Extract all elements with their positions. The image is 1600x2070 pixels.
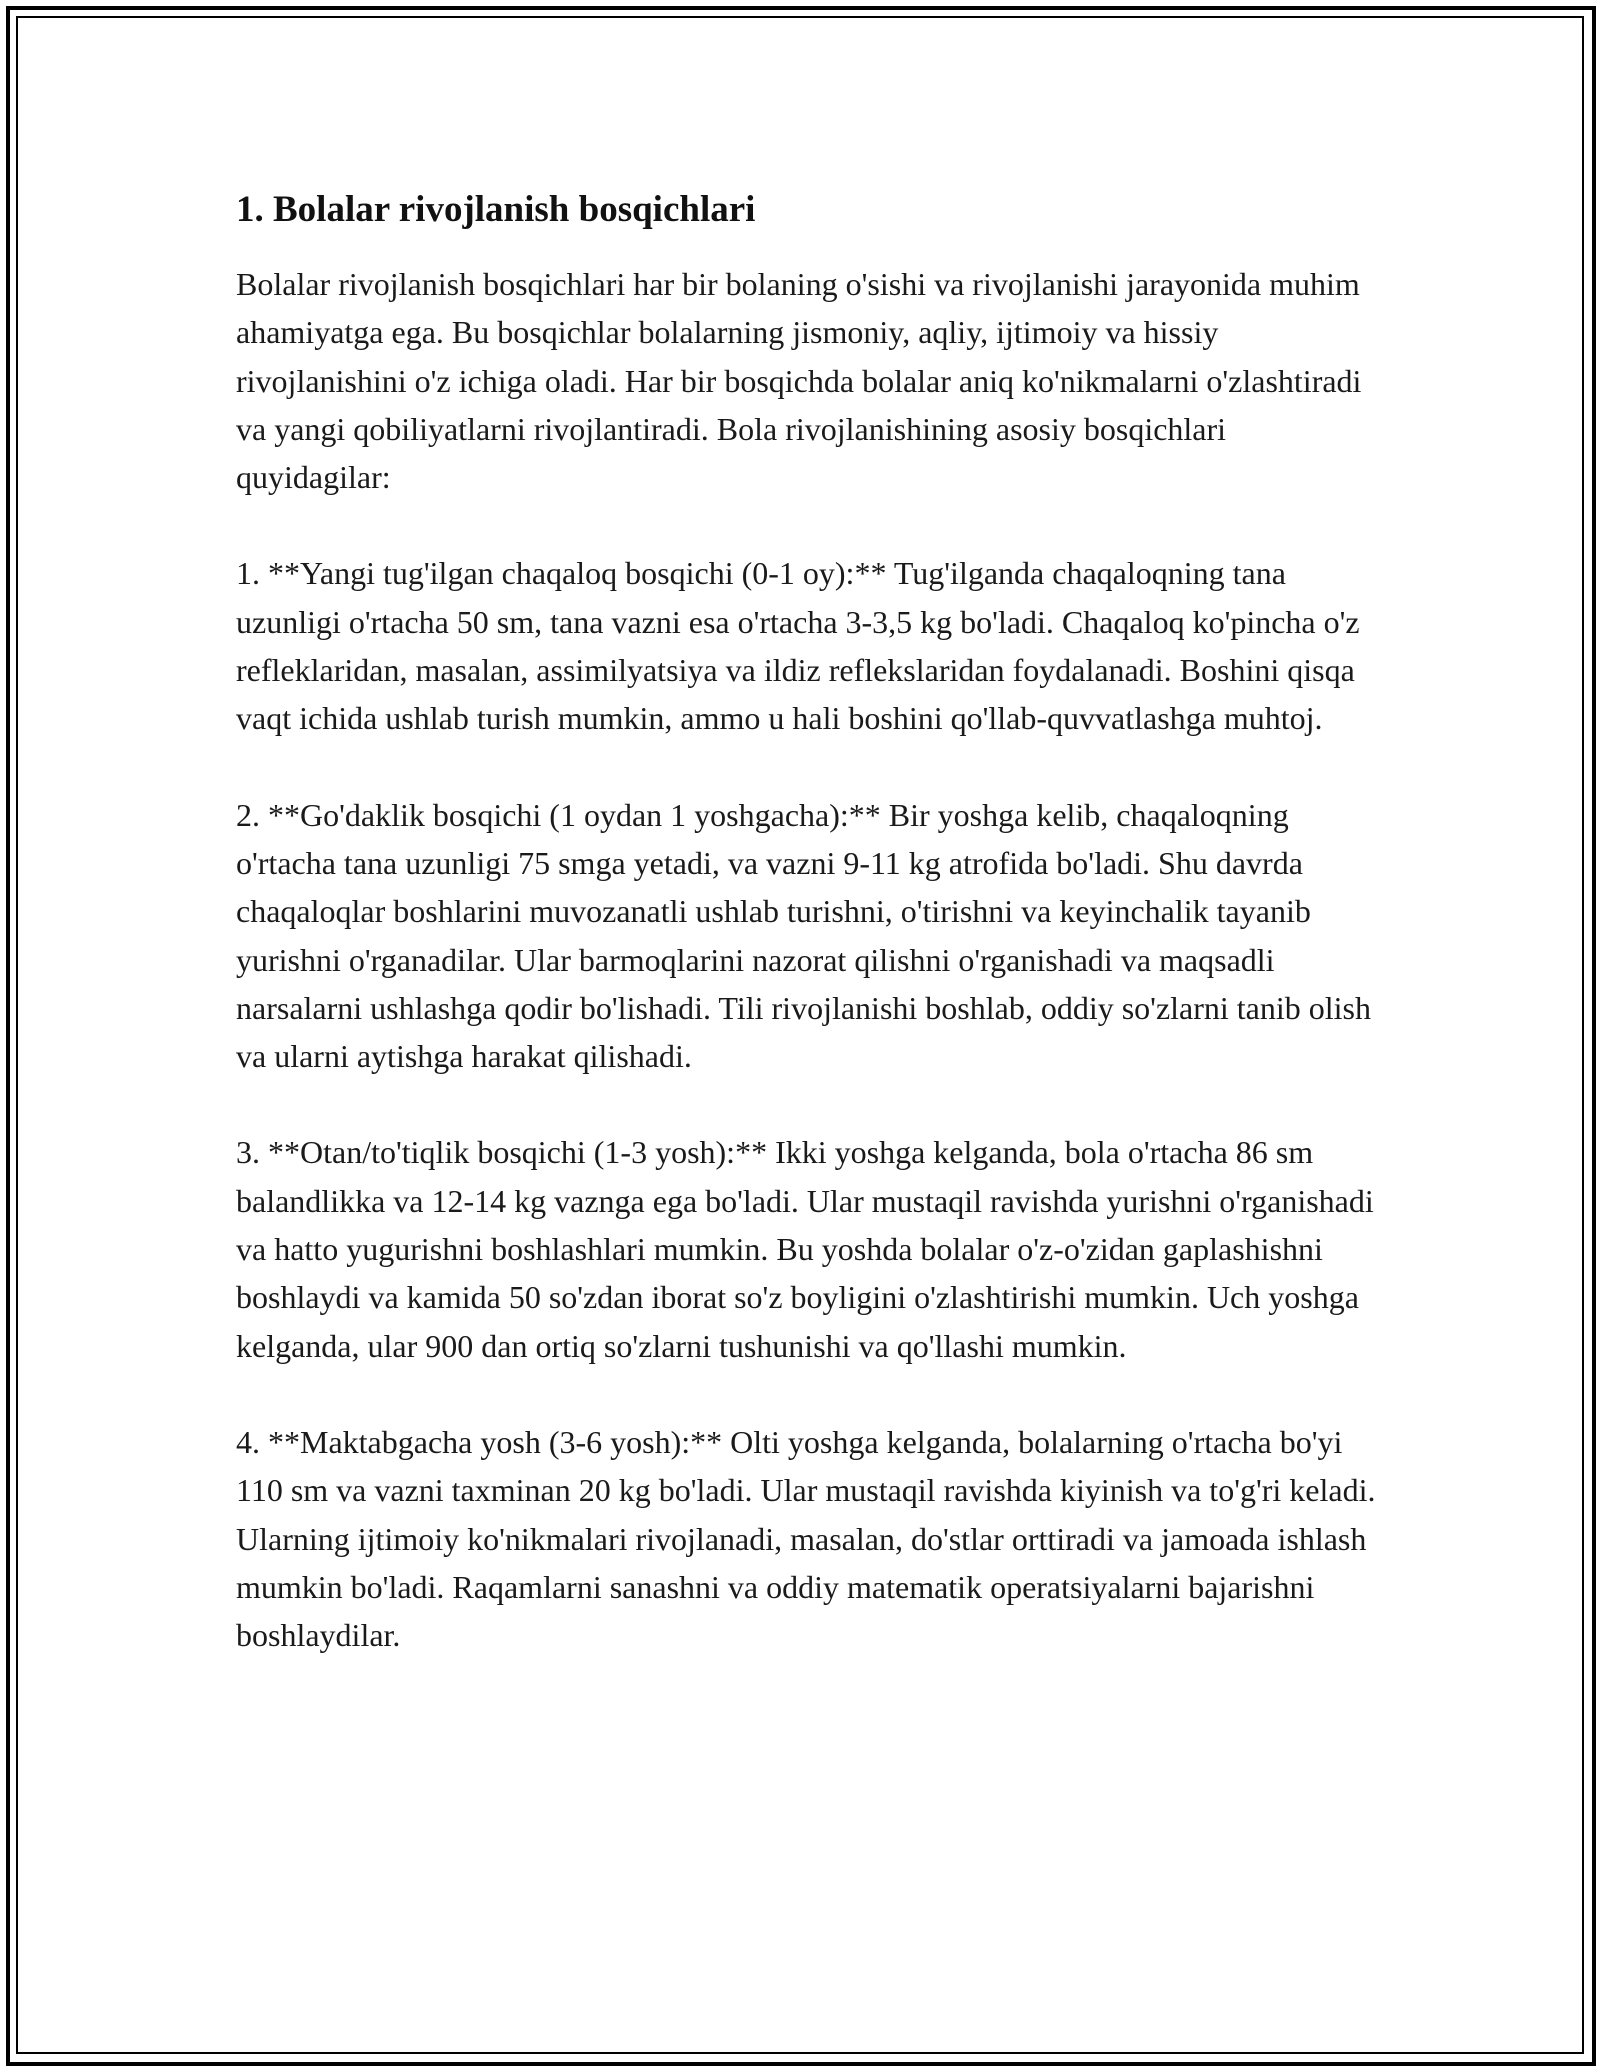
stage-toddler-paragraph: 3. **Otan/to'tiqlik bosqichi (1-3 yosh):** Ikki yoshga kelganda, bola o'rtacha 86 sm balandlikka va 12-14 kg vaznga ega bo'ladi. Ular mustaqil ravishda yurishni o'rganishadi va hatto yugurishni boshlashlari mumkin. Bu yoshda bolalar o'z-o'zidan gaplashishni boshlaydi va kamida 50 so'zdan iborat so'z boyligini o'zlashtirishi mumkin. Uch yoshga kelganda, ular 900 dan ortiq so'zlarni tushunishi va qo'llashi mumkin. (236, 1134, 1374, 1364)
stage-preschool-paragraph: 4. **Maktabgacha yosh (3-6 yosh):** Olti yoshga kelganda, bolalarning o'rtacha bo'yi 110 sm va vazni taxminan 20 kg bo'ladi. Ular mustaqil ravishda kiyinish va to'g'ri keladi. Ularning ijtimoiy ko'nikmalari rivojlanadi, masalan, do'stlar orttiradi va jamoada ishlash mumkin bo'ladi. Raqamlarni sanashni va oddiy matematik operatsiyalarni bajarishni boshlaydilar. (236, 1423, 1376, 1654)
section-heading: 1. Bolalar rivojlanish bosqichlari (236, 189, 756, 230)
intro-paragraph: Bolalar rivojlanish bosqichlari har bir bolaning o'sishi va rivojlanishi jarayonida muhim ahamiyatga ega. Bu bosqichlar bolalarning jismoniy, aqliy, ijtimoiy va hissiy rivojlanishini o'z ichiga oladi. Har bir bosqichda bolalar aniq ko'nikmalarni o'zlashtiradi va yangi qobiliyatlarni rivojlantiradi. Bola rivojlanishining asosiy bosqichlari quyidagilar: (236, 266, 1362, 496)
document-body (236, 186, 1376, 1707)
stage-infancy-paragraph: 2. **Go'daklik bosqichi (1 oydan 1 yoshgacha):** Bir yoshga kelib, chaqaloqning o'rtacha tana uzunligi 75 smga yetadi, va vazni 9-11 kg atrofida bo'ladi. Shu davrda chaqaloqlar boshlarini muvozanatli ushlab turishni, o'tirishni va keyinchalik tayanib yurishni o'rganadilar. Ular barmoqlarini nazorat qilishni o'rganishadi va maqsadli narsalarni ushlashga qodir bo'lishadi. Tili rivojlanishi boshlab, oddiy so'zlarni tanib olish va ularni aytishga harakat qilishadi. (236, 796, 1371, 1075)
stage-newborn-paragraph: 1. **Yangi tug'ilgan chaqaloq bosqichi (0-1 oy):** Tug'ilganda chaqaloqning tana uzunligi o'rtacha 50 sm, tana vazni esa o'rtacha 3-3,5 kg bo'ladi. Chaqaloq ko'pincha o'z refleklaridan, masalan, assimilyatsiya va ildiz reflekslaridan foydalanadi. Boshini qisqa vaqt ichida ushlab turish mumkin, ammo u hali boshini qo'llab-quvvatlashga muhtoj. (236, 555, 1360, 737)
